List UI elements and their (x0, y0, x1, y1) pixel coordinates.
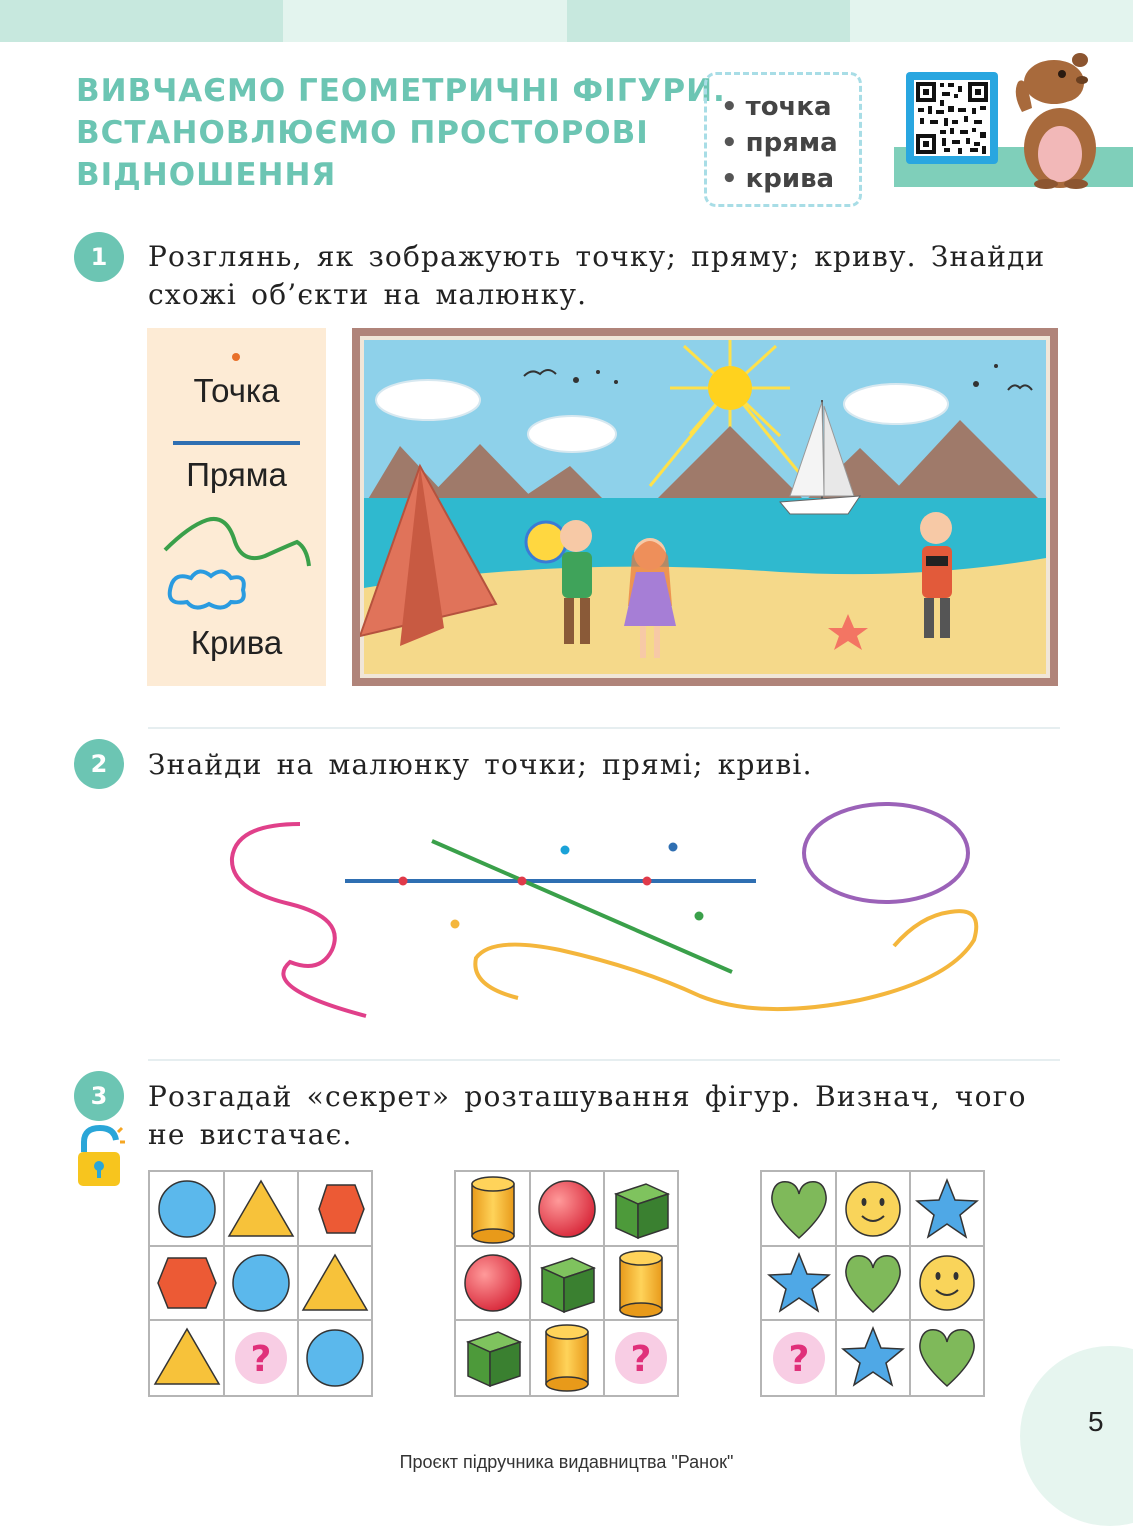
point (669, 843, 678, 852)
separator-1 (148, 727, 1060, 729)
task-1-text (148, 238, 1048, 314)
question-mark: ? (630, 1339, 652, 1380)
point (399, 877, 408, 886)
smiley-icon (846, 1182, 900, 1236)
orange-curve (475, 911, 976, 1009)
capybara-mascot-icon (1008, 50, 1108, 190)
heart-icon (920, 1330, 974, 1386)
beach-ball-icon (526, 522, 566, 562)
page-number: 5 (1088, 1406, 1104, 1437)
title-line-3: ВІДНОШЕННЯ (76, 157, 337, 193)
heart-icon (846, 1256, 900, 1312)
green-straight-line (432, 841, 732, 972)
task-2-line-1: Знайди на малюнку точки; прямі; криві. (148, 748, 813, 781)
page-number-badge (1020, 1346, 1133, 1526)
keyword-item: • крива (721, 164, 835, 194)
shapes-legend (147, 328, 326, 686)
task-number-3: 3 (74, 1071, 124, 1121)
task-1-line-1: Розглянь, як зображують точку; пряму; криву. Знайди (148, 240, 1046, 273)
pink-curve (232, 824, 366, 1016)
puzzle-grid-solid-shapes (454, 1170, 679, 1397)
hexagon-icon (158, 1258, 216, 1308)
keyword-item: • точка (721, 92, 832, 122)
sphere-icon (539, 1181, 595, 1237)
task-1-line-2: схожі об’єкти на малюнку. (148, 278, 588, 311)
cloud-icon (376, 380, 480, 420)
purple-closed-curve (804, 804, 968, 902)
beach-scene (360, 336, 1050, 678)
footer-note: Проєкт підручника видавництва "Ранок" (399, 1452, 734, 1472)
title-line-1: ВИВЧАЄМО ГЕОМЕТРИЧНІ ФІГУРИ. (76, 73, 726, 109)
triangle-icon (303, 1255, 367, 1310)
title-line-2: ВСТАНОВЛЮЄМО ПРОСТОРОВІ (76, 115, 649, 151)
hexagon-icon (319, 1185, 364, 1233)
star-icon (769, 1254, 829, 1311)
cube-icon (468, 1332, 520, 1386)
task-3-text (148, 1078, 1048, 1154)
cloud-icon (844, 384, 948, 424)
sphere-icon (465, 1255, 521, 1311)
smiley-icon (920, 1256, 974, 1310)
circle-icon (159, 1181, 215, 1237)
task-3-line-1: Розгадай «секрет» розташування фігур. Визнач, чого (148, 1080, 1027, 1113)
triangle-icon (155, 1329, 219, 1384)
point-label: Точка (193, 372, 280, 409)
star-icon (843, 1328, 903, 1385)
puzzle-grid-pictograms (760, 1170, 985, 1397)
grid-1-drawing (150, 1172, 371, 1395)
band-segment-2 (283, 0, 567, 42)
keywords-box (704, 72, 862, 207)
cloud-icon (528, 416, 616, 452)
band-segment-4 (850, 0, 1133, 42)
band-segment-3 (567, 0, 850, 42)
cube-icon (616, 1184, 668, 1238)
point-sample-icon (232, 353, 240, 361)
question-mark: ? (788, 1339, 810, 1380)
qr-pattern-icon (914, 80, 990, 156)
keyword-item: • пряма (721, 128, 838, 158)
cylinder-icon (620, 1251, 662, 1317)
puzzle-grid-flat-shapes (148, 1170, 373, 1397)
cylinder-icon (472, 1177, 514, 1243)
task-number-1: 1 (74, 232, 124, 282)
curve-label: Крива (190, 624, 283, 661)
circle-icon (307, 1330, 363, 1386)
task-number-2: 2 (74, 739, 124, 789)
heart-icon (772, 1182, 826, 1238)
beach-picture (352, 328, 1058, 686)
cube-icon (542, 1258, 594, 1312)
cylinder-icon (546, 1325, 588, 1391)
point (695, 912, 704, 921)
padlock-icon (74, 1124, 126, 1190)
lesson-title (76, 70, 726, 196)
circle-icon (233, 1255, 289, 1311)
lines-and-points-figure (0, 790, 1133, 1040)
grid-3-drawing (762, 1172, 983, 1395)
line-label: Пряма (186, 456, 287, 493)
top-color-band (0, 0, 1133, 42)
point (518, 877, 527, 886)
triangle-icon (229, 1181, 293, 1236)
question-mark: ? (250, 1339, 272, 1380)
point (643, 877, 652, 886)
band-segment-1 (0, 0, 283, 42)
task-2-text (148, 746, 1048, 784)
curve-sample-icon (165, 519, 309, 566)
closed-curve-sample-icon (170, 571, 244, 607)
star-icon (917, 1180, 977, 1237)
grid-2-drawing (456, 1172, 677, 1395)
point (561, 846, 570, 855)
task-3-line-2: не вистачає. (148, 1118, 353, 1151)
qr-code[interactable] (906, 72, 998, 164)
separator-2 (148, 1059, 1060, 1061)
point (451, 920, 460, 929)
